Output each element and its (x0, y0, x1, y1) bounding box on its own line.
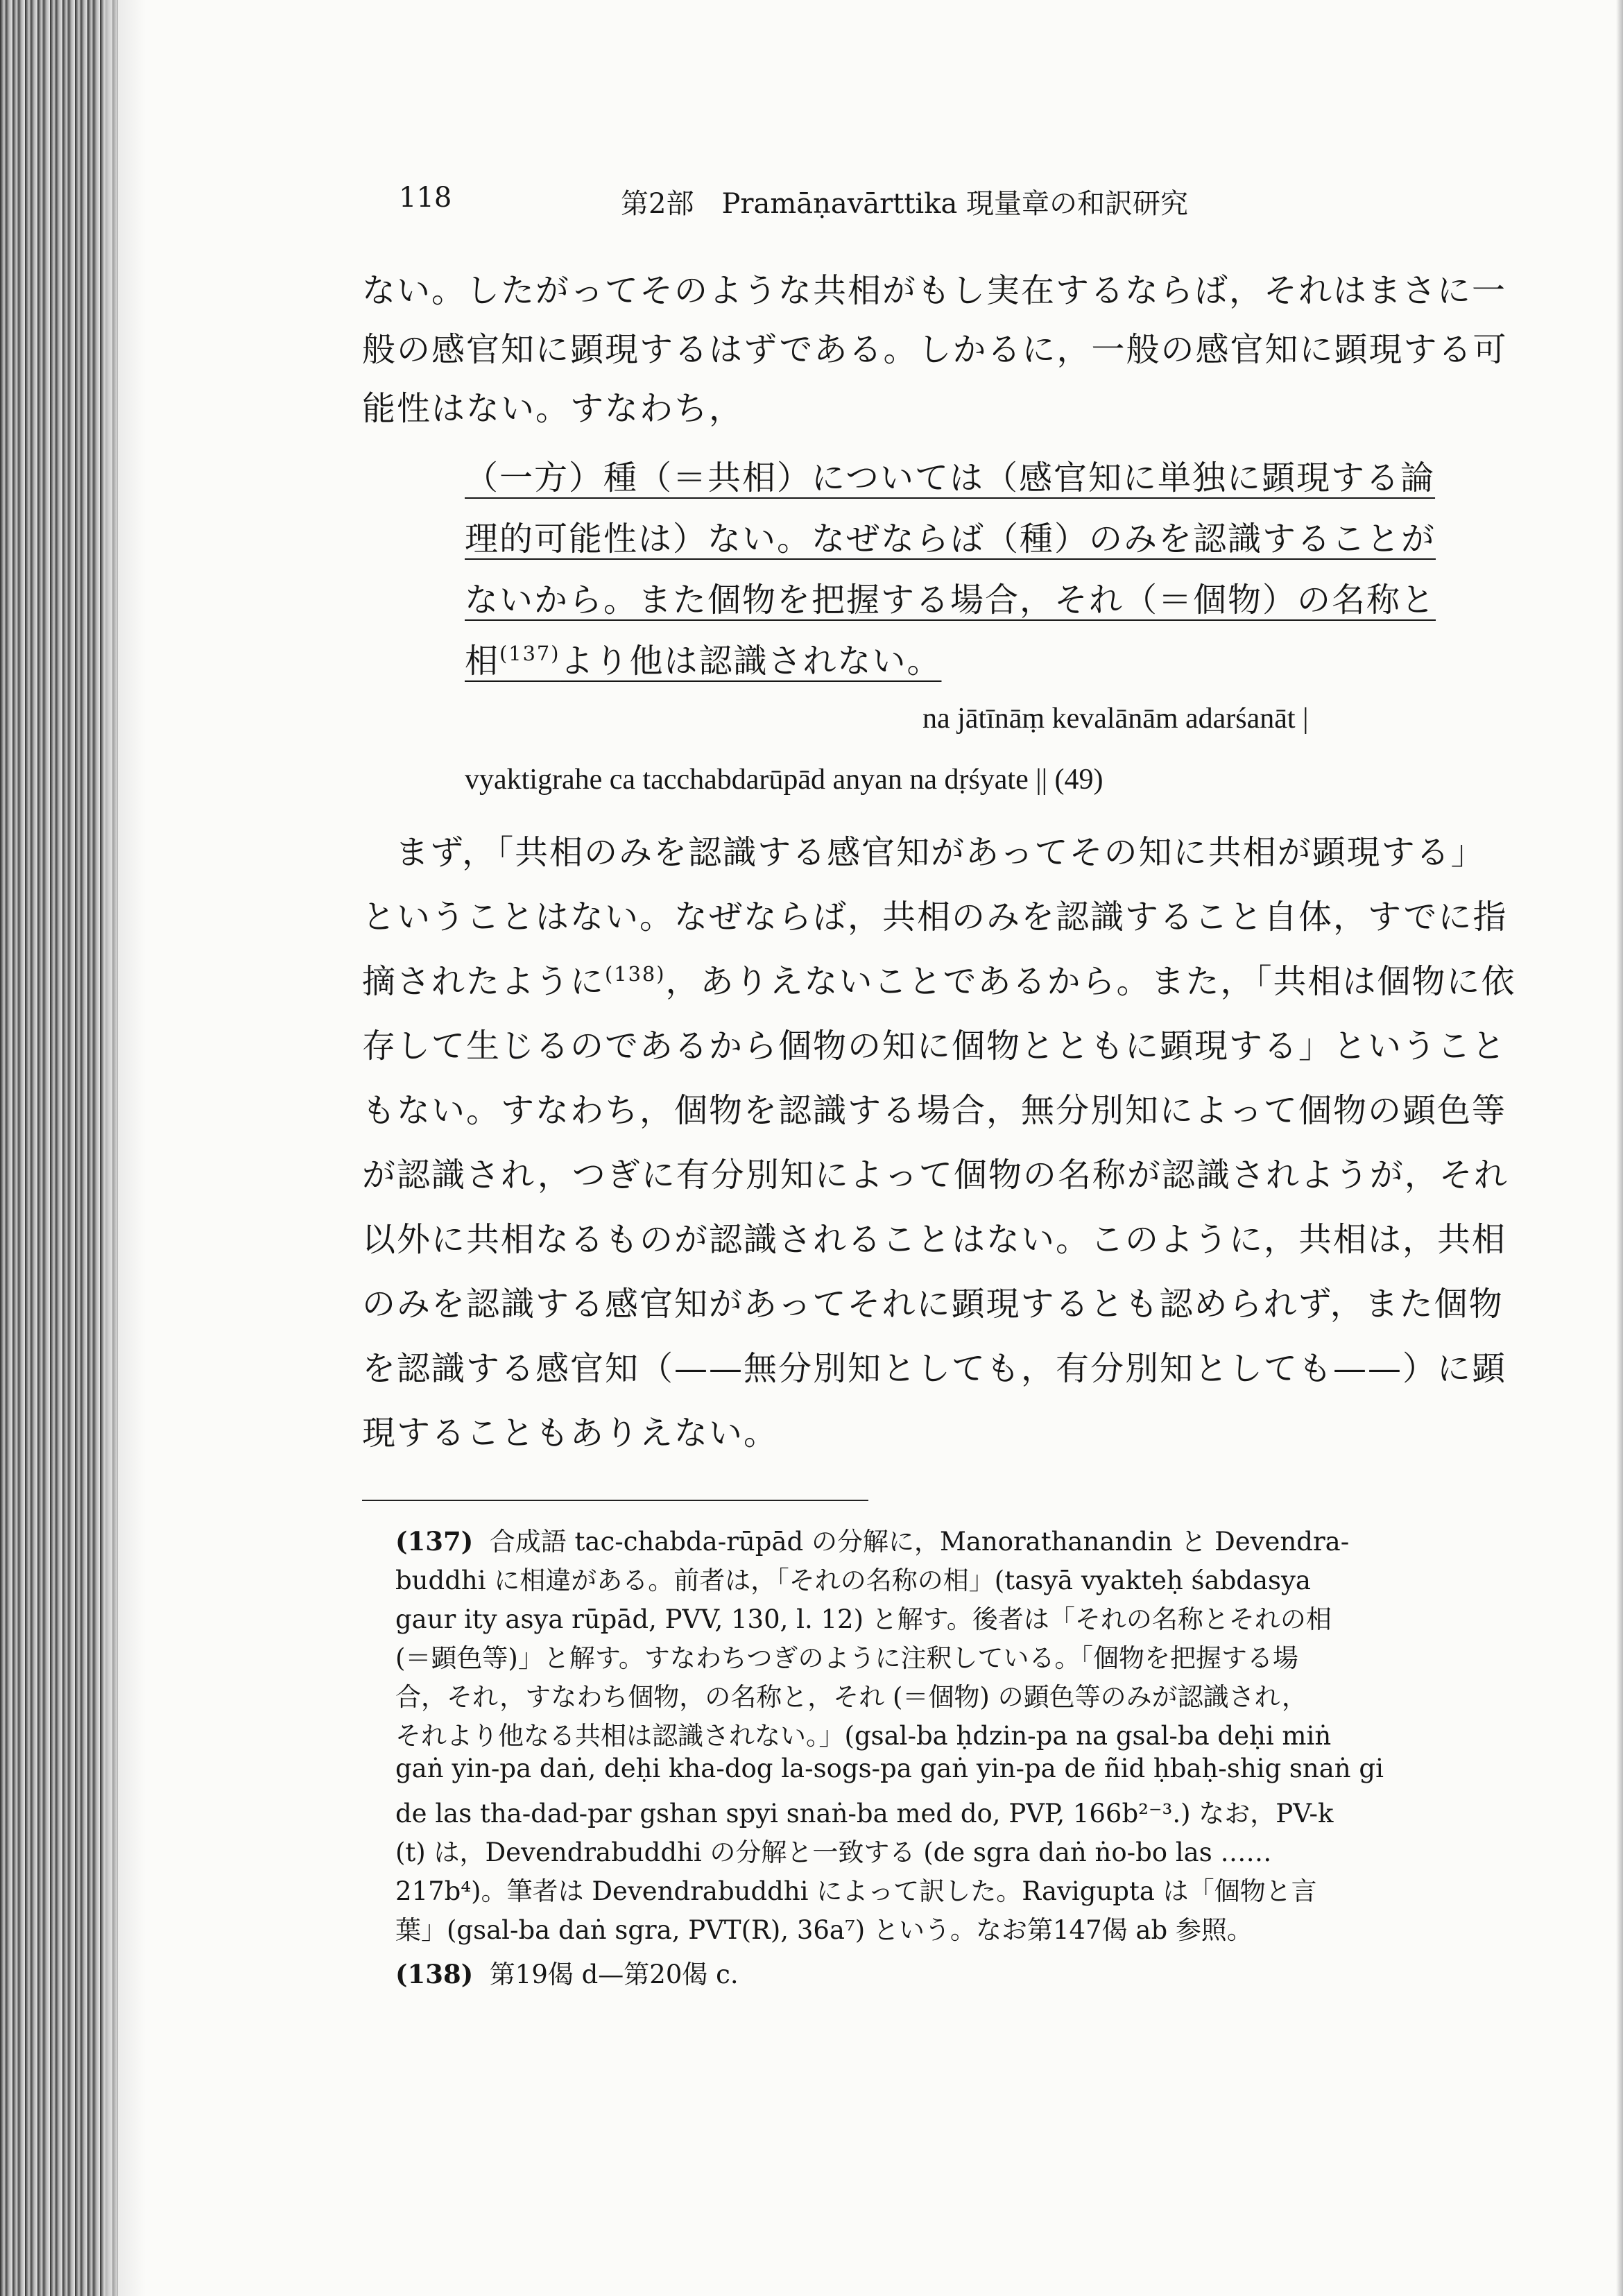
body-text: ，ありえないことであるから。また，「共相は個物に依 (665, 962, 1516, 1001)
page-number: 118 (399, 182, 452, 214)
book-spine-shadow (0, 0, 118, 2296)
footnote-text: 合成語 tac-chabda-rūpād の分解に，Manorathanandin と Devendra- (489, 1527, 1350, 1557)
verse-translation-line (465, 634, 941, 682)
body-line: もない。すなわち，個物を認識する場合，無分別知によって個物の顕色等 (362, 1091, 1507, 1130)
running-title: 第2部 Pramāṇavārttika 現量章の和訳研究 (621, 188, 1189, 220)
body-line: まず，「共相のみを認識する感官知があってその知に共相が顕現する」 (395, 833, 1486, 872)
sanskrit-verse-line: na jātīnāṃ kevalānām adarśanāt | (922, 703, 1309, 735)
footnote-text: 第19偈 d—第20偈 c. (489, 1960, 739, 1989)
page-edge (1616, 0, 1623, 2296)
footnote-137-line: それより他なる共相は認識されない。」(gsal-ba ḥdzin-pa na gsal-ba deḥi miṅ (395, 1721, 1332, 1751)
body-line: 能性はない。すなわち， (362, 389, 744, 428)
verse-text: より他は認識されない。 (560, 642, 942, 680)
footnote-137-line: 合，それ，すなわち個物，の名称と，それ (＝個物) の顕色等のみが認識され， (395, 1682, 1307, 1712)
footnote-number: (137) (395, 1526, 474, 1557)
body-line: 存して生じるのであるから個物の知に個物とともに顕現する」ということ (362, 1027, 1507, 1065)
footnote-137-line (395, 1520, 1349, 1558)
footnote-number: (138) (395, 1959, 474, 1989)
spine-fade (104, 0, 146, 2296)
footnote-ref-138: (138) (605, 962, 666, 986)
body-line (362, 954, 1515, 1002)
verse-translation-line: 理的可能性は）ない。なぜならば（種）のみを認識することが (465, 520, 1436, 558)
body-line: が認識され，つぎに有分別知によって個物の名称が認識されようが，それ (362, 1156, 1509, 1194)
verse-translation-line: （一方）種（＝共相）については（感官知に単独に顕現する論 (465, 459, 1436, 497)
body-line: ない。したがってそのような共相がもし実在するならば，それはまさに一 (362, 271, 1507, 310)
footnote-137-line: de las tha-dad-par gshan spyi snaṅ-ba med do, PVP, 166b²⁻³.) なお，PV-k (395, 1799, 1334, 1828)
footnote-ref-137: (137) (499, 642, 560, 665)
footnote-138-line (395, 1953, 739, 1991)
body-line: のみを認識する感官知があってそれに顕現するとも認められず，また個物 (362, 1285, 1504, 1323)
body-text: 摘されたように (362, 962, 606, 1001)
footnote-137-line: (t) は，Devendrabuddhi の分解と一致する (de sgra daṅ ṅo-bo las …… (395, 1837, 1272, 1867)
sanskrit-verse-line: vyaktigrahe ca tacchabdarūpād anyan na dṛśyate || (49) (465, 764, 1104, 796)
footnote-137-line: gaṅ yin-pa daṅ, deḥi kha-dog la-sogs-pa gaṅ yin-pa de ñid ḥbaḥ-shig snaṅ gi (395, 1754, 1384, 1783)
footnote-137-line: gaur ity asya rūpād, PVV, 130, l. 12) と解す。後者は「それの名称とそれの相 (395, 1604, 1332, 1634)
body-line: 以外に共相なるものが認識されることはない。このように，共相は，共相 (362, 1220, 1507, 1259)
verse-text: 相 (465, 642, 500, 680)
body-line: を認識する感官知（——無分別知としても，有分別知としても——）に顕 (362, 1349, 1507, 1388)
footnote-137-line: (＝顕色等)」と解す。すなわちつぎのように注釈している。「個物を把握する場 (395, 1643, 1299, 1673)
body-line: 現することもありえない。 (362, 1414, 779, 1453)
body-line: 般の感官知に顕現するはずである。しかるに，一般の感官知に顕現する可 (362, 330, 1508, 369)
footnote-137-line: 217b⁴)。筆者は Devendrabuddhi によって訳した。Ravigupta は「個物と言 (395, 1876, 1317, 1906)
body-line: ということはない。なぜならば，共相のみを認識すること自体，すでに指 (362, 898, 1508, 936)
footnote-137-line: buddhi に相違がある。前者は，「それの名称の相」(tasyā vyakteḥ śabdasya (395, 1566, 1311, 1595)
footnote-137-line: 葉」(gsal-ba daṅ sgra, PVT(R), 36a⁷) という。なお第147偈 ab 参照。 (395, 1915, 1253, 1945)
verse-translation-line: ないから。また個物を把握する場合，それ（＝個物）の名称と (465, 581, 1436, 619)
footnote-rule (362, 1500, 868, 1501)
